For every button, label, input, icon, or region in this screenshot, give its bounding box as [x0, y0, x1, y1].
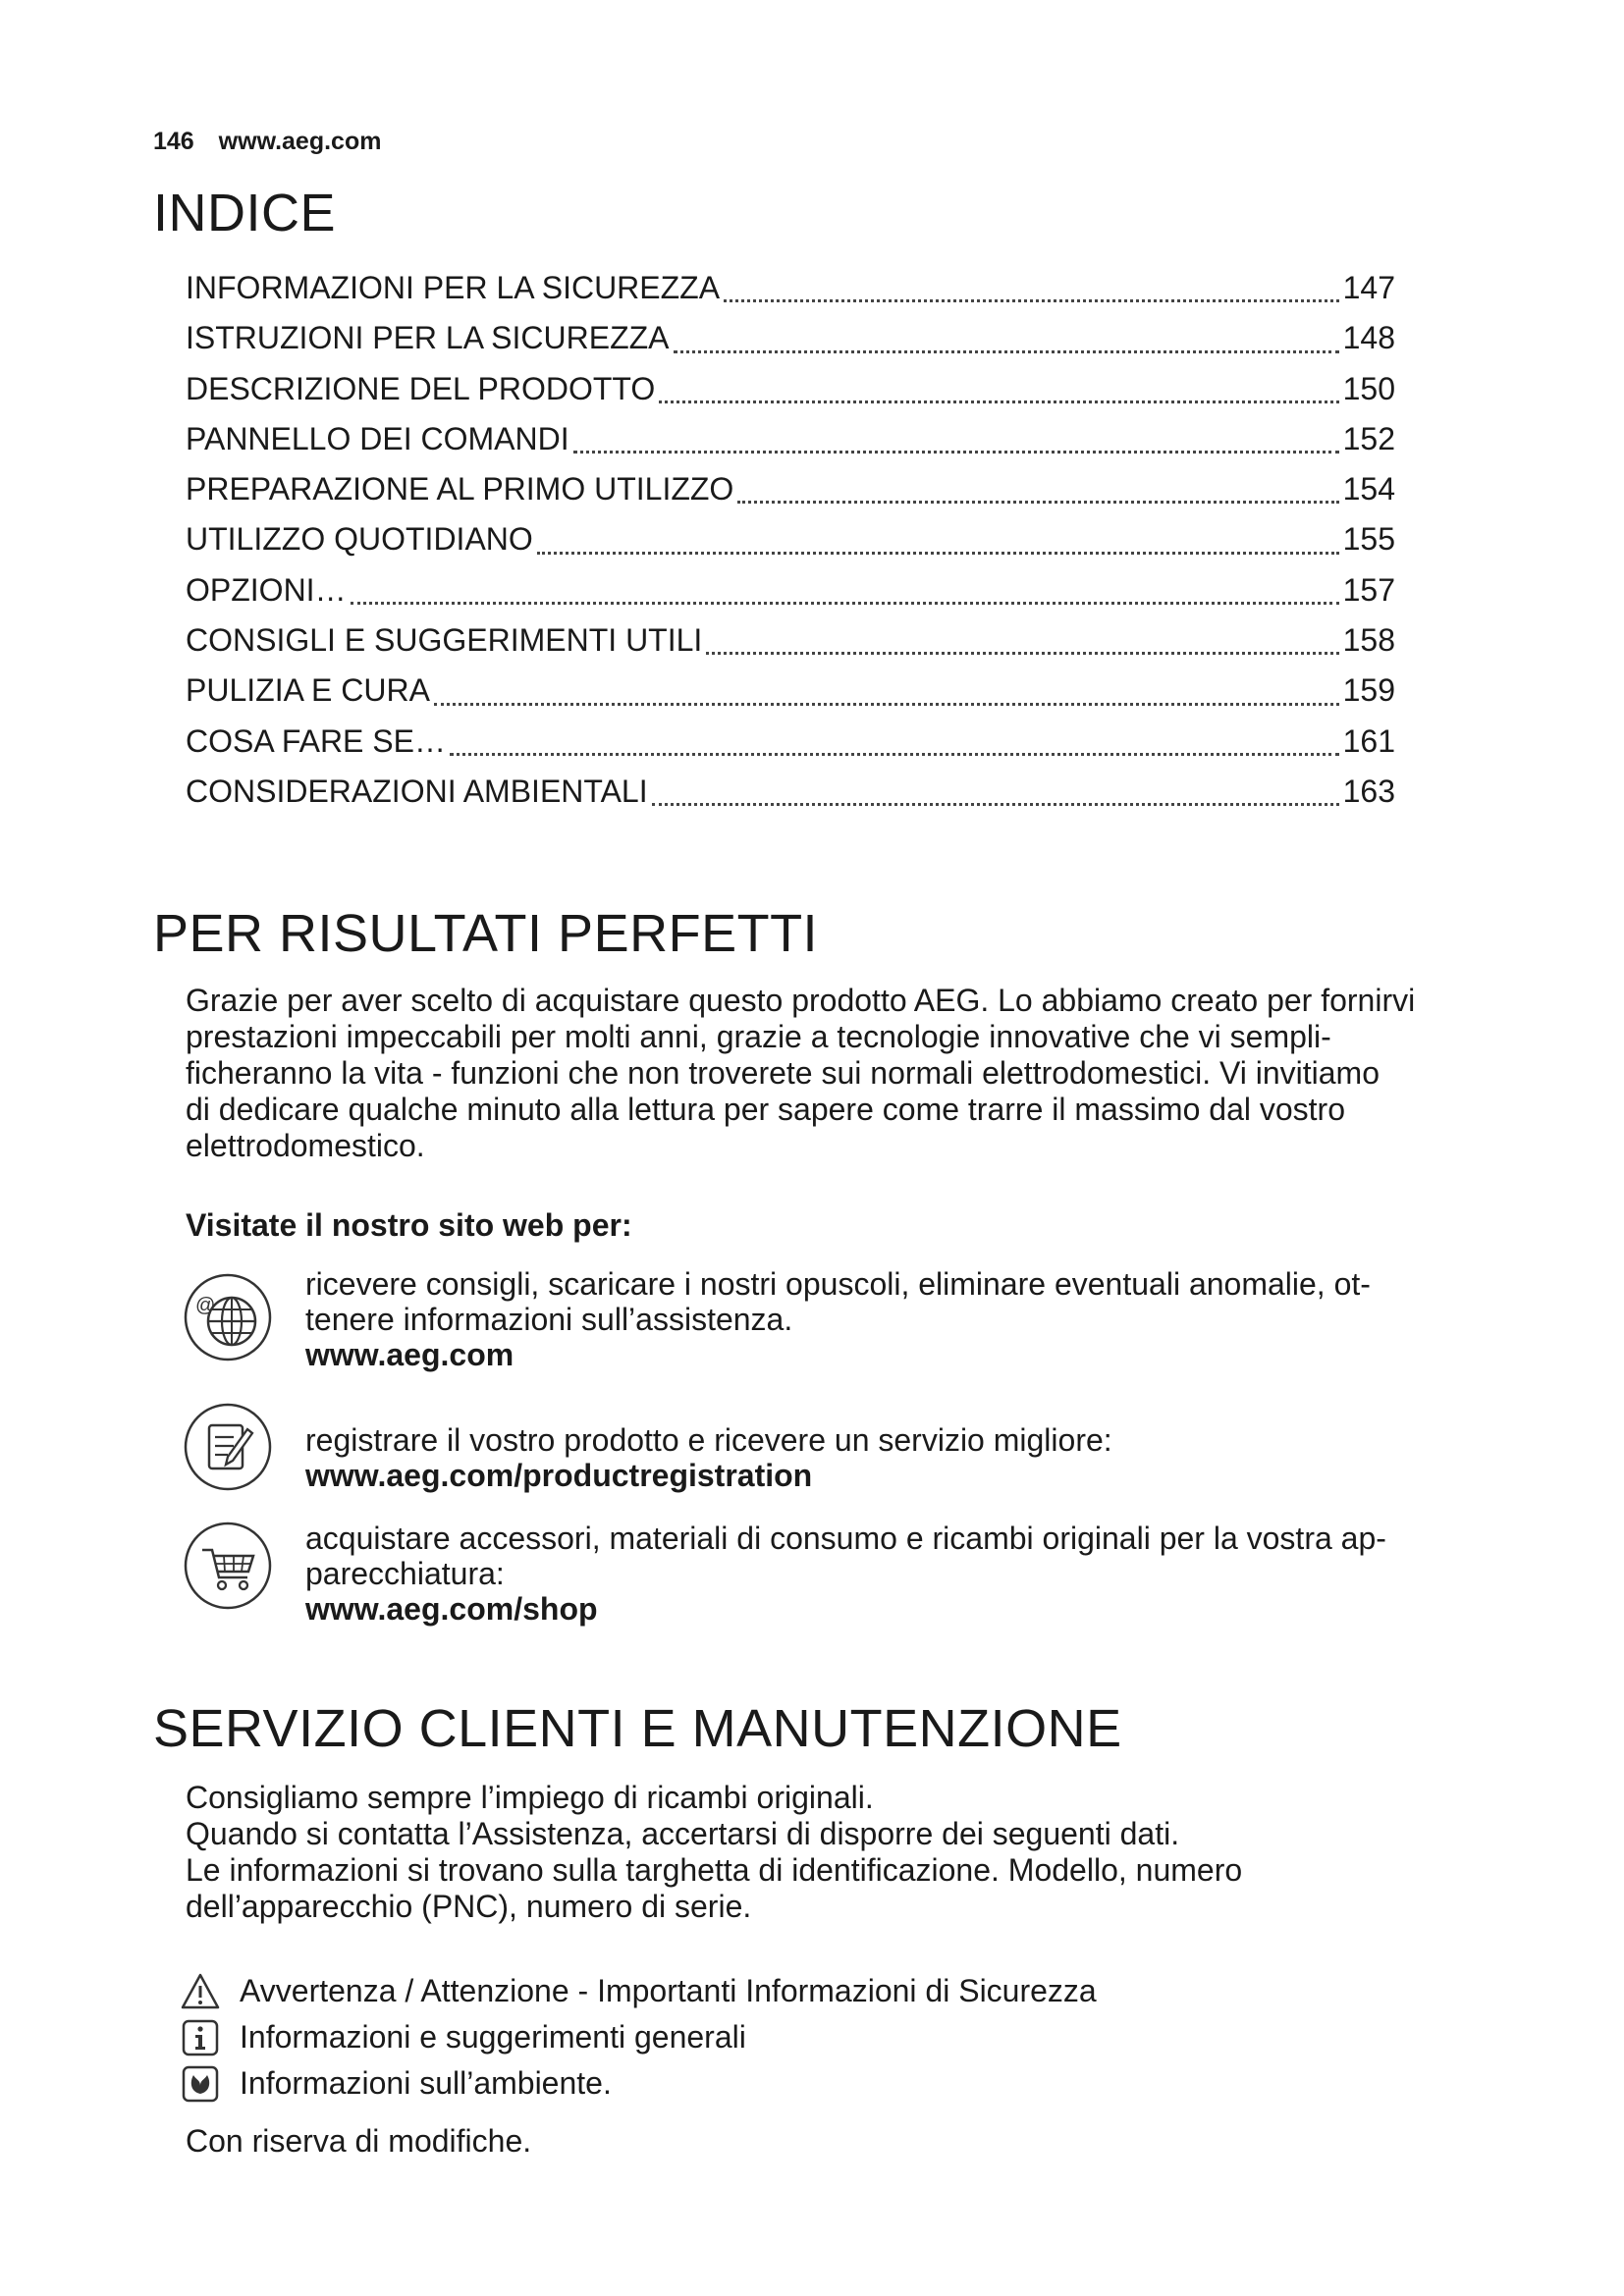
- toc-entry-title: CONSIDERAZIONI AMBIENTALI: [186, 773, 648, 809]
- table-of-contents: [186, 263, 1395, 817]
- shopping-cart-icon: [183, 1521, 273, 1611]
- svg-text:@: @: [195, 1295, 216, 1316]
- toc-entry[interactable]: [186, 263, 1395, 313]
- toc-entry-page: 150: [1342, 370, 1395, 406]
- toc-dot-leader: [652, 803, 1339, 806]
- item-text-line: acquistare accessori, materiali di consumo e ricambi originali per la vostra ap-: [305, 1521, 1386, 1556]
- aeg-shop-link[interactable]: www.aeg.com/shop: [305, 1591, 598, 1627]
- item-text-line: ricevere consigli, scaricare i nostri opuscoli, eliminare eventuali anomalie, ot-: [305, 1266, 1371, 1302]
- toc-dot-leader: [659, 400, 1338, 403]
- toc-dot-leader: [706, 652, 1338, 655]
- item-text-line: tenere informazioni sull’assistenza.: [305, 1302, 793, 1337]
- legend-text: Avvertenza / Attenzione - Importanti Informazioni di Sicurezza: [240, 1973, 1097, 2008]
- intro-line: Grazie per aver scelto di acquistare questo prodotto AEG. Lo abbiamo creato per fornirvi: [186, 983, 1416, 1018]
- legend-warning: [181, 1968, 1359, 2013]
- toc-entry[interactable]: [186, 464, 1395, 514]
- service-line: dell’apparecchio (PNC), numero di serie.: [186, 1889, 752, 1924]
- toc-entry-title: COSA FARE SE…: [186, 722, 446, 759]
- toc-entry-page: 154: [1342, 471, 1395, 507]
- toc-entry-page: 163: [1342, 773, 1395, 809]
- service-title: SERVIZIO CLIENTI E MANUTENZIONE: [153, 1699, 1122, 1758]
- toc-entry[interactable]: [186, 666, 1395, 716]
- globe-icon: [183, 1272, 273, 1362]
- perfect-results-title: PER RISULTATI PERFETTI: [153, 904, 819, 963]
- toc-entry-title: DESCRIZIONE DEL PRODOTTO: [186, 370, 656, 406]
- toc-dot-leader: [434, 703, 1339, 706]
- toc-entry-page: 157: [1342, 571, 1395, 608]
- legend-environment: [181, 2060, 1359, 2106]
- toc-entry-page: 147: [1342, 270, 1395, 305]
- item-text-line: registrare il vostro prodotto e ricevere un servizio migliore:: [305, 1422, 1112, 1458]
- toc-entry[interactable]: [186, 364, 1395, 414]
- toc-entry-page: 158: [1342, 622, 1395, 659]
- toc-entry-page: 155: [1342, 521, 1395, 558]
- legend-info: [181, 2014, 1359, 2059]
- toc-dot-leader: [674, 350, 1339, 353]
- warning-icon: [181, 1972, 220, 2011]
- page-number: 146: [153, 128, 194, 155]
- toc-entry[interactable]: [186, 313, 1395, 363]
- toc-entry-title: INFORMAZIONI PER LA SICUREZZA: [186, 270, 721, 305]
- toc-entry-title: PANNELLO DEI COMANDI: [186, 420, 569, 456]
- intro-line: prestazioni impeccabili per molti anni, grazie a tecnologie innovative che vi sempli-: [186, 1019, 1331, 1054]
- toc-entry-title: OPZIONI…: [186, 571, 347, 608]
- perfect-intro: [186, 983, 1491, 1164]
- item-text-line: parecchiatura:: [305, 1556, 505, 1591]
- toc-entry[interactable]: [186, 565, 1395, 615]
- visit-title: Visitate il nostro sito web per:: [186, 1207, 632, 1243]
- toc-entry[interactable]: [186, 414, 1395, 464]
- toc-entry-page: 152: [1342, 420, 1395, 456]
- toc-entry-title: UTILIZZO QUOTIDIANO: [186, 521, 533, 558]
- toc-entry-title: PULIZIA E CURA: [186, 672, 430, 709]
- environment-icon: [181, 2064, 220, 2104]
- product-registration-link[interactable]: www.aeg.com/productregistration: [305, 1458, 813, 1493]
- toc-entry-title: CONSIGLI E SUGGERIMENTI UTILI: [186, 622, 703, 659]
- legend-text: Informazioni e suggerimenti generali: [240, 2019, 746, 2055]
- reservation-note: Con riserva di modifiche.: [186, 2123, 532, 2159]
- info-icon: [181, 2018, 220, 2057]
- page-header: [153, 128, 381, 156]
- intro-line: ficheranno la vita - funzioni che non troverete sui normali elettrodomestici. Vi invitiamo: [186, 1055, 1380, 1091]
- intro-line: di dedicare qualche minuto alla lettura per sapere come trarre il massimo dal vostro: [186, 1092, 1345, 1127]
- toc-entry[interactable]: [186, 514, 1395, 564]
- toc-entry-page: 161: [1342, 722, 1395, 759]
- toc-dot-leader: [351, 602, 1339, 605]
- toc-entry[interactable]: [186, 615, 1395, 666]
- toc-entry[interactable]: [186, 767, 1395, 817]
- index-title: INDICE: [153, 184, 337, 242]
- service-line: Consigliamo sempre l’impiego di ricambi originali.: [186, 1780, 874, 1815]
- toc-entry-title: PREPARAZIONE AL PRIMO UTILIZZO: [186, 471, 734, 507]
- intro-line: elettrodomestico.: [186, 1128, 425, 1163]
- toc-dot-leader: [737, 501, 1338, 504]
- registration-icon: [183, 1402, 273, 1492]
- toc-entry-title: ISTRUZIONI PER LA SICUREZZA: [186, 320, 670, 356]
- aeg-website-link[interactable]: www.aeg.com: [305, 1337, 514, 1372]
- service-text: [186, 1780, 1491, 1925]
- toc-dot-leader: [537, 552, 1339, 555]
- toc-entry-page: 148: [1342, 320, 1395, 356]
- toc-dot-leader: [724, 299, 1339, 302]
- service-line: Quando si contatta l’Assistenza, accertarsi di disporre dei seguenti dati.: [186, 1816, 1180, 1851]
- toc-dot-leader: [573, 451, 1339, 454]
- toc-entry[interactable]: [186, 717, 1395, 767]
- toc-entry-page: 159: [1342, 672, 1395, 709]
- toc-dot-leader: [450, 753, 1339, 756]
- legend-text: Informazioni sull’ambiente.: [240, 2065, 612, 2101]
- service-line: Le informazioni si trovano sulla targhetta di identificazione. Modello, numero: [186, 1852, 1243, 1888]
- header-site: www.aeg.com: [218, 128, 382, 155]
